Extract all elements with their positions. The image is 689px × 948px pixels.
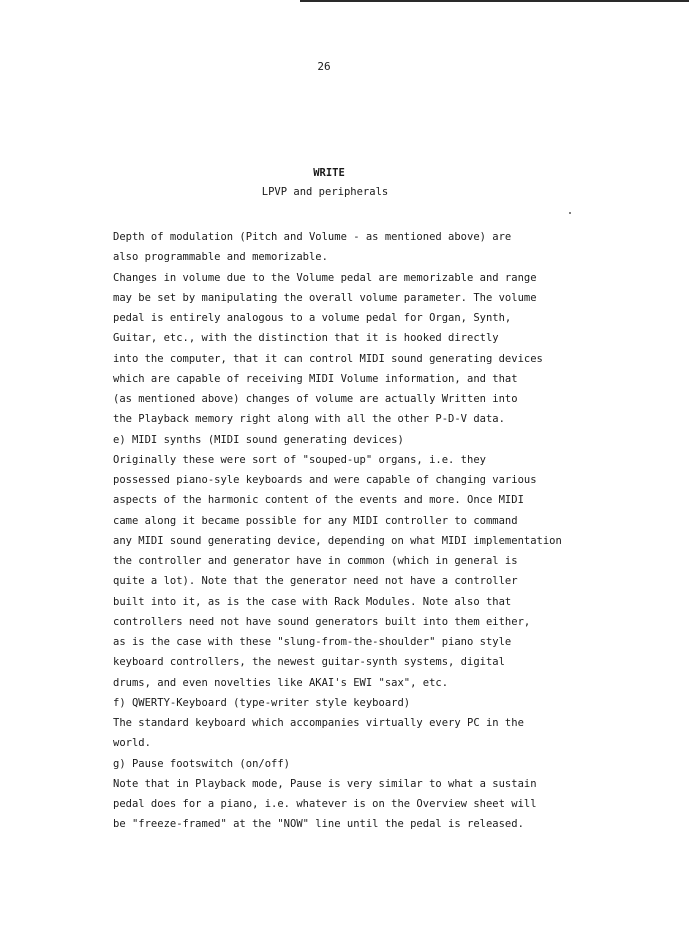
body-text xyxy=(113,227,613,835)
text-line: be "freeze-framed" at the "NOW" line until the pedal is released. xyxy=(113,818,524,831)
text-line: controllers need not have sound generators built into them either, xyxy=(113,615,531,628)
top-scan-rule xyxy=(300,0,689,2)
text-line: keyboard controllers, the newest guitar-synth systems, digital xyxy=(113,656,505,669)
text-line: Note that in Playback mode, Pause is very similar to what a sustain xyxy=(113,777,537,790)
list-heading-g: g) Pause footswitch (on/off) xyxy=(113,757,291,770)
text-line: quite a lot). Note that the generator need not have a controller xyxy=(113,575,518,588)
text-line: drums, and even novelties like AKAI's EWI "sax", etc. xyxy=(113,676,449,689)
text-line: Changes in volume due to the Volume pedal are memorizable and range xyxy=(113,271,537,284)
text-line: Originally these were sort of "souped-up" organs, i.e. they xyxy=(113,453,486,466)
list-heading-f: f) QWERTY-Keyboard (type-writer style keyboard) xyxy=(113,696,411,709)
text-line: aspects of the harmonic content of the events and more. Once MIDI xyxy=(113,494,524,507)
text-line: may be set by manipulating the overall volume parameter. The volume xyxy=(113,291,537,304)
page-number: 26 xyxy=(317,60,331,73)
text-line: any MIDI sound generating device, depending on what MIDI implementation xyxy=(113,534,562,547)
text-line: world. xyxy=(113,737,151,750)
text-line: pedal does for a piano, i.e. whatever is on the Overview sheet will xyxy=(113,798,537,810)
text-line: also programmable and memorizable. xyxy=(113,251,328,264)
text-line: which are capable of receiving MIDI Volume information, and that xyxy=(113,372,518,385)
section-subtitle: LPVP and peripherals xyxy=(261,186,389,198)
text-line: the controller and generator have in common (which in general is xyxy=(113,555,518,567)
text-line: came along it became possible for any MIDI controller to command xyxy=(113,514,518,527)
scan-speck xyxy=(569,212,571,214)
list-heading-e: e) MIDI synths (MIDI sound generating devices) xyxy=(113,433,404,446)
text-line: possessed piano-syle keyboards and were capable of changing various xyxy=(113,474,537,486)
text-line: into the computer, that it can control MIDI sound generating devices xyxy=(113,352,543,365)
text-line: Depth of modulation (Pitch and Volume - as mentioned above) are xyxy=(113,231,512,243)
text-line: built into it, as is the case with Rack Modules. Note also that xyxy=(113,595,512,608)
text-line: The standard keyboard which accompanies virtually every PC in the xyxy=(113,717,524,729)
text-line: as is the case with these "slung-from-the-shoulder" piano style xyxy=(113,636,512,648)
section-title: WRITE xyxy=(313,167,345,179)
text-line: Guitar, etc., with the distinction that it is hooked directly xyxy=(113,332,499,345)
text-line: (as mentioned above) changes of volume are actually Written into xyxy=(113,393,518,405)
text-line: pedal is entirely analogous to a volume pedal for Organ, Synth, xyxy=(113,312,512,324)
text-line: the Playback memory right along with all the other P-D-V data. xyxy=(113,413,505,426)
